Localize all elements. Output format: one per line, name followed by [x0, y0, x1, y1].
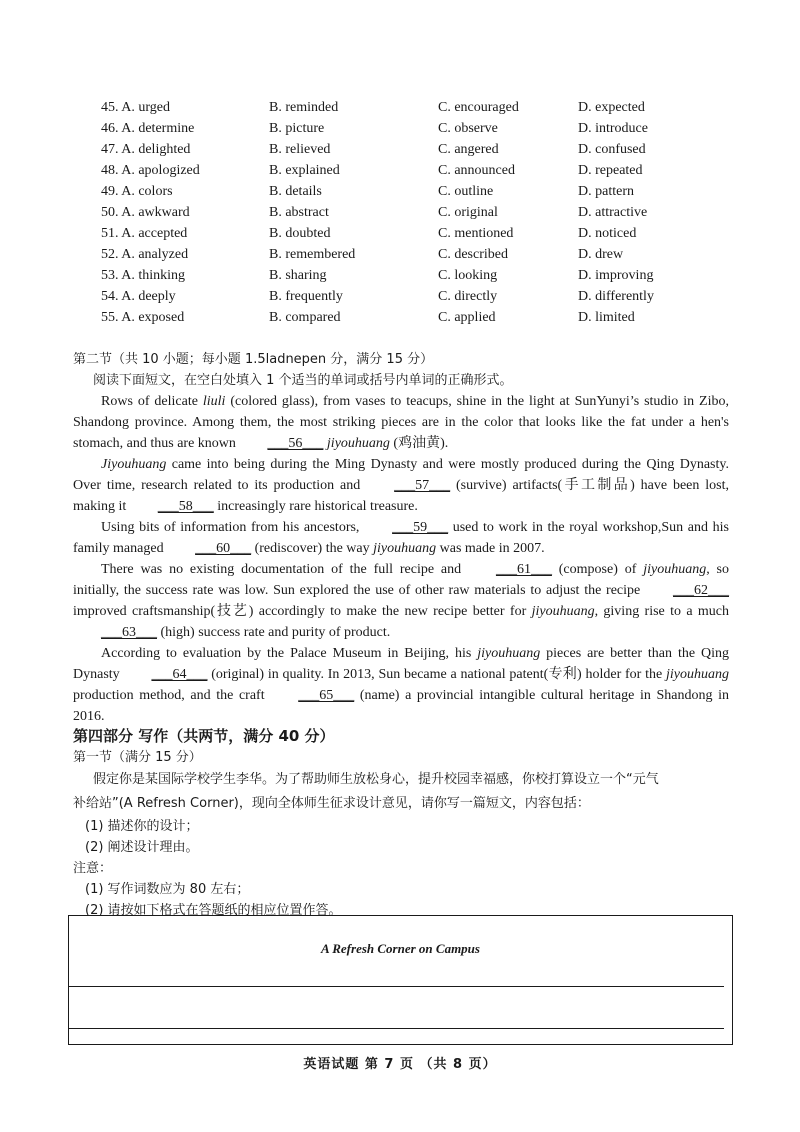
choice-option-a: 49. A. colors — [101, 184, 173, 199]
choice-row — [101, 223, 701, 244]
choice-option-a: 50. A. awkward — [101, 205, 190, 220]
choice-row — [101, 160, 701, 181]
choice-row — [101, 181, 701, 202]
choice-option-d: D. repeated — [578, 163, 643, 178]
part-4-subsection: 第一节（满分 15 分） — [73, 750, 202, 765]
section-2-header: 第二节（共 10 小题；每小题 1.5ladnepen 分，满分 15 分） — [73, 352, 434, 367]
choice-option-b: B. reminded — [269, 100, 339, 115]
choice-option-c: C. outline — [438, 184, 494, 199]
choice-option-b: B. explained — [269, 163, 340, 178]
choice-row — [101, 265, 701, 286]
choice-row — [101, 244, 701, 265]
choice-option-d: D. introduce — [578, 121, 648, 136]
passage-paragraph-3: Using bits of information from his ancestors, ___59___ used to work in the royal workshop,Sun and his family managed ___60___ (rediscover) the way jiyouhuang was made in 2007. — [73, 517, 729, 559]
choice-option-d: D. limited — [578, 310, 635, 325]
choice-option-c: C. described — [438, 247, 508, 262]
choice-option-d: D. expected — [578, 100, 645, 115]
blank-62: ___62___ — [673, 583, 729, 598]
blank-58: ___58___ — [157, 499, 214, 514]
writing-note-2: (2) 请按如下格式在答题纸的相应位置作答。 — [85, 903, 342, 918]
choice-row — [101, 118, 701, 139]
choice-option-d: D. differently — [578, 289, 654, 304]
choice-row — [101, 202, 701, 223]
blank-63: ___63___ — [101, 625, 157, 640]
writing-note-1: (1) 写作词数应为 80 左右； — [85, 882, 250, 897]
writing-prompt-line-2: 补给站”(A Refresh Corner)，现向全体师生征求设计意见，请你写一篇短文，内容包括： — [73, 796, 590, 811]
choice-option-a: 53. A. thinking — [101, 268, 186, 283]
choice-row — [101, 286, 701, 307]
choice-option-d: D. noticed — [578, 226, 637, 241]
passage-paragraph-1: Rows of delicate liuli (colored glass), from vases to teacups, shine in the light at SunYunyi’s studio in Zibo, Shandong province. Among them, the most striking pieces are in the color that looks like the fat under a hen's stomach, and thus are known ___56___ jiyouhuang (鸡油黄). — [73, 391, 729, 454]
blank-57: ___57___ — [394, 478, 451, 493]
choice-option-c: C. mentioned — [438, 226, 514, 241]
choice-option-c: C. announced — [438, 163, 515, 178]
choice-option-a: 46. A. determine — [101, 121, 195, 136]
choice-option-a: 51. A. accepted — [101, 226, 188, 241]
choice-option-c: C. angered — [438, 142, 499, 157]
choice-option-c: C. encouraged — [438, 100, 519, 115]
choice-option-b: B. remembered — [269, 247, 356, 262]
choice-option-d: D. attractive — [578, 205, 648, 220]
passage-paragraph-2: Jiyouhuang came into being during the Ming Dynasty and were mostly produced during the Qing Dynasty. Over time, research related to its production and ___57___ (survive) artifacts(手工制品) have been lost, making it ___58___ increasingly rare historical treasure. — [73, 454, 729, 517]
choice-option-a: 48. A. apologized — [101, 163, 200, 178]
choice-option-b: B. frequently — [269, 289, 343, 304]
choice-option-c: C. original — [438, 205, 498, 220]
choice-table — [101, 97, 701, 328]
choice-option-a: 54. A. deeply — [101, 289, 176, 304]
choice-option-d: D. confused — [578, 142, 646, 157]
answer-line-1 — [69, 986, 724, 987]
choice-option-d: D. drew — [578, 247, 624, 262]
choice-option-c: C. applied — [438, 310, 496, 325]
choice-option-b: B. sharing — [269, 268, 327, 283]
writing-prompt-line-1: 假定你是某国际学校学生李华。为了帮助师生放松身心，提升校园幸福感，你校打算设立一个“元气 — [93, 772, 659, 787]
choice-option-c: C. observe — [438, 121, 498, 136]
part-4-writing — [73, 726, 729, 921]
choice-option-a: 55. A. exposed — [101, 310, 185, 325]
blank-59: ___59___ — [392, 520, 449, 535]
choice-row — [101, 97, 701, 118]
choice-option-c: C. directly — [438, 289, 498, 304]
choice-option-a: 45. A. urged — [101, 100, 170, 115]
choice-option-d: D. improving — [578, 268, 654, 283]
answer-box-title: A Refresh Corner on Campus — [321, 941, 480, 956]
choice-row — [101, 307, 701, 328]
blank-56: ___56___ — [267, 436, 324, 451]
part-4-title: 第四部分 写作（共两节，满分 40 分） — [73, 727, 335, 745]
choice-option-b: B. picture — [269, 121, 325, 136]
blank-65: ___65___ — [298, 688, 355, 703]
page-footer: 英语试题 第 7 页 （共 8 页） — [303, 1057, 497, 1072]
choice-option-b: B. compared — [269, 310, 341, 325]
choice-option-a: 47. A. delighted — [101, 142, 191, 157]
blank-61: ___61___ — [495, 562, 552, 577]
section-2-instruction: 阅读下面短文，在空白处填入 1 个适当的单词或括号内单词的正确形式。 — [93, 373, 513, 388]
blank-64: ___64___ — [151, 667, 208, 682]
writing-note-label: 注意： — [73, 861, 113, 876]
choice-option-b: B. details — [269, 184, 322, 199]
answer-box — [68, 915, 733, 1045]
choice-option-b: B. relieved — [269, 142, 331, 157]
writing-item-2: (2) 阐述设计理由。 — [85, 840, 199, 855]
answer-line-2 — [69, 1028, 724, 1029]
choice-option-c: C. looking — [438, 268, 498, 283]
choice-option-d: D. pattern — [578, 184, 634, 199]
section-2 — [73, 349, 729, 727]
choice-row — [101, 139, 701, 160]
writing-item-1: (1) 描述你的设计； — [85, 819, 199, 834]
passage-paragraph-4: There was no existing documentation of the full recipe and ___61___ (compose) of jiyouhuang, so initially, the success rate was low. Sun explored the use of other raw materials to adjust the recipe ___62___ improved craftsmanship(技艺) accordingly to make the new recipe better for jiyouhuang, giving rise to a much ___63___ (high) success rate and purity of product. — [73, 559, 729, 643]
choice-option-b: B. doubted — [269, 226, 331, 241]
blank-60: ___60___ — [195, 541, 252, 556]
choice-option-a: 52. A. analyzed — [101, 247, 189, 262]
passage-paragraph-5: According to evaluation by the Palace Museum in Beijing, his jiyouhuang pieces are better than the Qing Dynasty ___64___ (original) in quality. In 2013, Sun became a national patent(专利) holder for the jiyouhuang production method, and the craft ___65___ (name) a provincial intangible cultural heritage in Shandong in 2016. — [73, 646, 729, 724]
choice-option-b: B. abstract — [269, 205, 329, 220]
